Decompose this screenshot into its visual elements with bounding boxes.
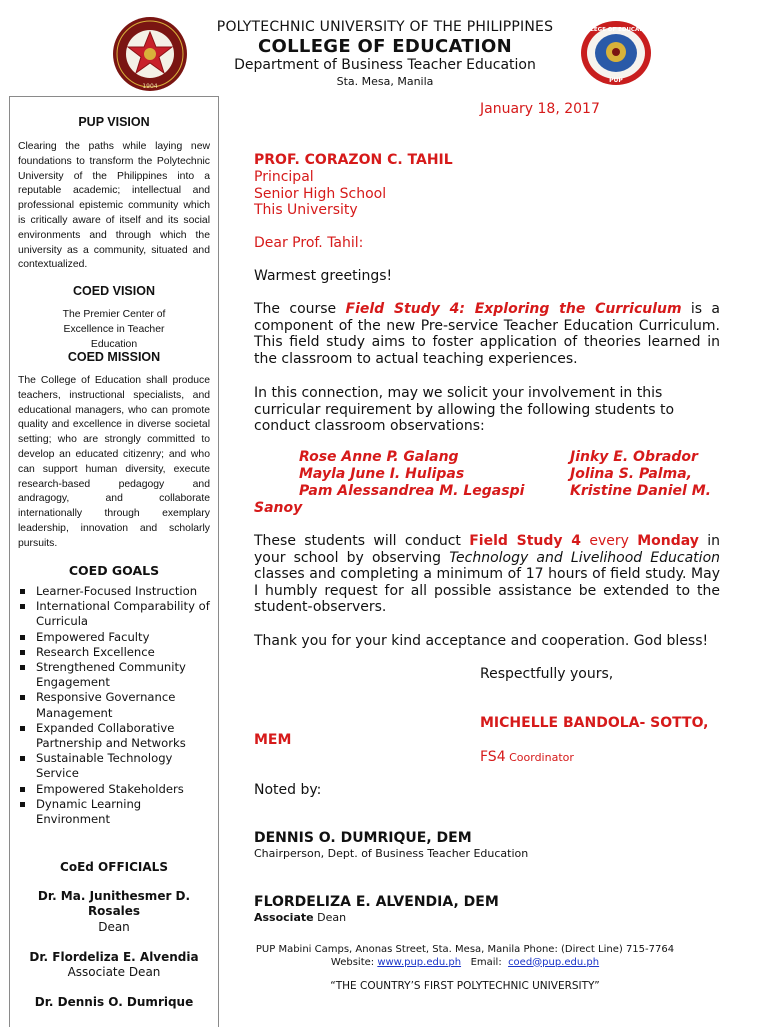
noted-name: FLORDELIZA E. ALVENDIA, DEM bbox=[254, 894, 499, 910]
coed-mission-text: The College of Education shall produce teachers, instructional specialists, and educational managers, who can promote quality and excellence in diverse societal setting; who are strongly committed to develop an educated citizenry; and who can support human diversity, execute research-based pedagogy and andragogy, and collaborate internationally through exemplary leadership, innovation and scholarly pursuits. bbox=[18, 375, 210, 549]
noted-by-label: Noted by: bbox=[254, 782, 322, 798]
paragraph-intro: The course Field Study 4: Exploring the Curriculum is a component of the new Pre-service Teacher Education Curriculum. This field study aims to foster application of theories learned in the classroom to actual teaching experiences. bbox=[254, 301, 720, 367]
department-name: Department of Business Teacher Education bbox=[234, 57, 536, 73]
coed-mission-title: COED MISSION bbox=[67, 350, 161, 364]
svg-text:1904: 1904 bbox=[142, 83, 158, 90]
footer-address: PUP Mabini Camps, Anonas Street, Sta. Mesa, Manila Phone: (Direct Line) 715-7764 bbox=[255, 944, 675, 955]
svg-text:PUP: PUP bbox=[609, 77, 623, 84]
signatory-name: MICHELLE BANDOLA- SOTTO, bbox=[480, 715, 709, 731]
noted-title: Associate Dean bbox=[254, 911, 347, 924]
student-name: Kristine Daniel M. bbox=[570, 483, 711, 499]
greeting: Warmest greetings! bbox=[254, 268, 393, 284]
pup-vision-text: Clearing the paths while laying new foundations to transform the Polytechnic University of the Philippines into a reputable academic; intellectual and professional epistemic community which is critically aware of itself and its social environments and through which the university as a community, situated and contextualized. bbox=[18, 141, 210, 271]
list-item: Learner-Focused Instruction bbox=[18, 584, 216, 599]
list-item: Research Excellence bbox=[18, 645, 216, 660]
footer-links: Website: www.pup.edu.ph Email: coed@pup.edu.ph bbox=[330, 956, 600, 968]
list-item: Strengthened Community Engagement bbox=[18, 660, 216, 690]
svg-text:COLLEGE OF EDUCATION: COLLEGE OF EDUCATION bbox=[580, 27, 652, 33]
list-item: Responsive Governance Management bbox=[18, 690, 216, 720]
noted-title: Chairperson, Dept. of Business Teacher Education bbox=[254, 847, 529, 860]
salutation: Dear Prof. Tahil: bbox=[254, 235, 364, 251]
list-item: Empowered Stakeholders bbox=[18, 782, 216, 797]
course-title: Field Study 4: Exploring the Curriculum bbox=[345, 301, 682, 317]
recipient-school: Senior High School bbox=[254, 186, 387, 202]
college-name: COLLEGE OF EDUCATION bbox=[258, 36, 512, 57]
signatory-role: FS4 Coordinator bbox=[480, 749, 574, 765]
official-role: Associate Dean bbox=[67, 965, 161, 979]
coed-goals-title: COED GOALS bbox=[68, 563, 160, 578]
recipient-title: Principal bbox=[254, 169, 314, 185]
noted-name: DENNIS O. DUMRIQUE, DEM bbox=[254, 830, 472, 846]
official-name: Dr. Flordeliza E. Alvendia bbox=[29, 950, 199, 964]
website-link[interactable]: www.pup.edu.ph bbox=[377, 956, 462, 968]
closing: Respectfully yours, bbox=[480, 666, 614, 682]
official-name: Dr. Dennis O. Dumrique bbox=[34, 995, 194, 1009]
university-name: POLYTECHNIC UNIVERSITY OF THE PHILIPPINES bbox=[216, 19, 554, 35]
student-name: Rose Anne P. Galang bbox=[299, 449, 459, 465]
paragraph-request: In this connection, may we solicit your involvement in this curricular requirement by allowing the following students to conduct classroom observations: bbox=[254, 385, 675, 435]
list-item: Empowered Faculty bbox=[18, 630, 216, 645]
recipient-org: This University bbox=[254, 202, 358, 218]
coed-vision-title: COED VISION bbox=[73, 284, 155, 298]
student-name: Jolina S. Palma, bbox=[570, 466, 692, 482]
list-item: Dynamic Learning Environment bbox=[18, 797, 216, 827]
coed-vision-text: The Premier Center of Excellence in Teacher Education bbox=[62, 309, 166, 350]
paragraph-thanks: Thank you for your kind acceptance and cooperation. God bless! bbox=[254, 633, 709, 649]
recipient-name: PROF. CORAZON C. TAHIL bbox=[254, 152, 453, 168]
list-item: Sustainable Technology Service bbox=[18, 751, 216, 781]
officials-title: CoEd OFFICIALS bbox=[60, 860, 168, 874]
coed-goals-list bbox=[18, 584, 216, 827]
pup-vision-title: PUP VISION bbox=[78, 115, 150, 129]
footer-contact bbox=[0, 944, 770, 969]
official-name: Dr. Ma. Junithesmer D. Rosales bbox=[37, 889, 191, 918]
list-item: International Comparability of Curricula bbox=[18, 599, 216, 629]
sidebar bbox=[9, 96, 219, 1027]
list-item: Expanded Collaborative Partnership and Networks bbox=[18, 721, 216, 751]
signatory-suffix: MEM bbox=[254, 732, 292, 748]
student-name: Jinky E. Obrador bbox=[570, 449, 698, 465]
city-line: Sta. Mesa, Manila bbox=[336, 75, 434, 88]
student-name-wrap: Sanoy bbox=[254, 500, 303, 516]
student-name: Mayla June I. Hulipas bbox=[299, 466, 465, 482]
email-link[interactable]: coed@pup.edu.ph bbox=[508, 956, 600, 968]
paragraph-schedule: These students will conduct Field Study 4 every Monday in your school by observing Technology and Livelihood Education classes and completing a minimum of 17 hours of field study. May I humbly request for all possible assistance be extended to the student-observers. bbox=[254, 533, 721, 616]
letter-date: January 18, 2017 bbox=[480, 101, 600, 117]
footer-motto: “THE COUNTRY’S FIRST POLYTECHNIC UNIVERSITY” bbox=[330, 980, 600, 992]
student-name: Pam Alessandrea M. Legaspi bbox=[299, 483, 525, 499]
official-role: Dean bbox=[98, 920, 130, 934]
